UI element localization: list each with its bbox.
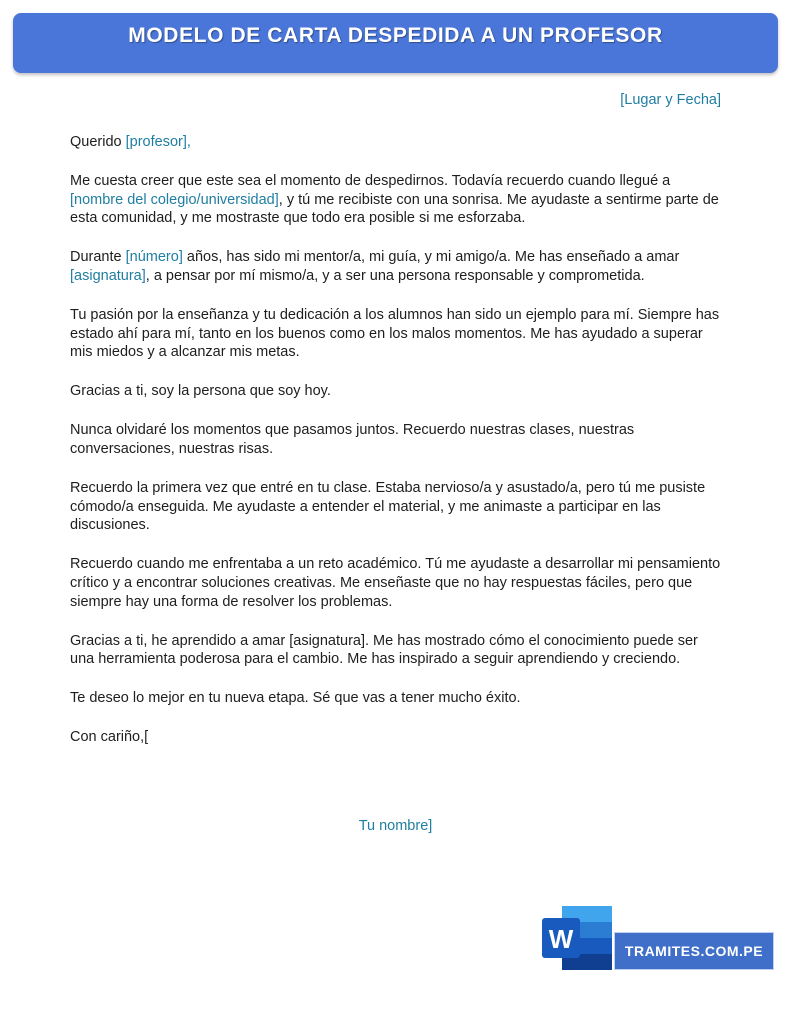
paragraph-7: Recuerdo cuando me enfrentaba a un reto académico. Tú me ayudaste a desarrollar mi pensamiento crítico y a encontrar soluciones creativas. Me enseñaste que no hay respuestas fáciles, pero que siempre hay una forma de resolver los problemas.: [70, 556, 721, 610]
paragraph-2-text-b: años, has sido mi mentor/a, mi guía, y mi amigo/a. Me has enseñado a amar: [182, 249, 680, 266]
word-logo-icon: [540, 906, 612, 970]
signature-placeholder: Tu nombre]: [358, 818, 433, 834]
place-date-placeholder: [Lugar y Fecha]: [620, 92, 721, 108]
closing: Con cariño,[: [70, 729, 149, 746]
number-placeholder: [número]: [125, 249, 183, 266]
letter-body: [70, 133, 725, 768]
paragraph-2-text-c: , a pensar por mí mismo/a, y a ser una persona responsable y comprometida.: [145, 267, 645, 284]
greeting: [70, 133, 725, 152]
paragraph-4: Gracias a ti, soy la persona que soy hoy.: [70, 383, 331, 400]
subject-placeholder: [asignatura]: [70, 267, 146, 284]
page-title: MODELO DE CARTA DESPEDIDA A UN PROFESOR: [128, 24, 663, 47]
school-placeholder: [nombre del colegio/universidad]: [70, 191, 279, 208]
site-watermark: TRAMITES.COM.PE: [614, 932, 774, 970]
paragraph-1-text-a: Me cuesta creer que este sea el momento de despedirnos. Todavía recuerdo cuando llegué a: [70, 173, 671, 190]
greeting-text: Querido: [70, 134, 126, 150]
professor-placeholder: [profesor],: [125, 134, 191, 150]
paragraph-9: Te deseo lo mejor en tu nueva etapa. Sé que vas a tener mucho éxito.: [70, 690, 521, 707]
paragraph-3: Tu pasión por la enseñanza y tu dedicación a los alumnos han sido un ejemplo para mí. Siempre has estado ahí para mí, tanto en los buenos como en los malos momentos. Me has ayudado a superar mis miedos y a alcanzar mis metas.: [70, 307, 720, 361]
paragraph-8: Gracias a ti, he aprendido a amar [asignatura]. Me has mostrado cómo el conocimiento puede ser una herramienta poderosa para el cambio. Me has inspirado a seguir aprendiendo y creciendo.: [70, 632, 698, 668]
paragraph-1: [70, 172, 725, 228]
paragraph-1-text-b: , y tú me recibiste con una sonrisa. Me ayudaste a sentirme parte de esta comunidad, y me mostraste que todo era posible si me esforzaba.: [70, 191, 719, 227]
paragraph-2-text-a: Durante: [70, 249, 126, 266]
paragraph-2: [70, 248, 725, 285]
paragraph-6: Recuerdo la primera vez que entré en tu clase. Estaba nervioso/a y asustado/a, pero tú me pusiste cómodo/a enseguida. Me ayudaste a entender el material, y me animaste a participar en las discusiones.: [70, 480, 706, 534]
title-banner: [13, 13, 778, 73]
paragraph-5: Nunca olvidaré los momentos que pasamos juntos. Recuerdo nuestras clases, nuestras conversaciones, nuestras risas.: [70, 422, 635, 458]
word-logo-letter: W: [548, 924, 574, 954]
